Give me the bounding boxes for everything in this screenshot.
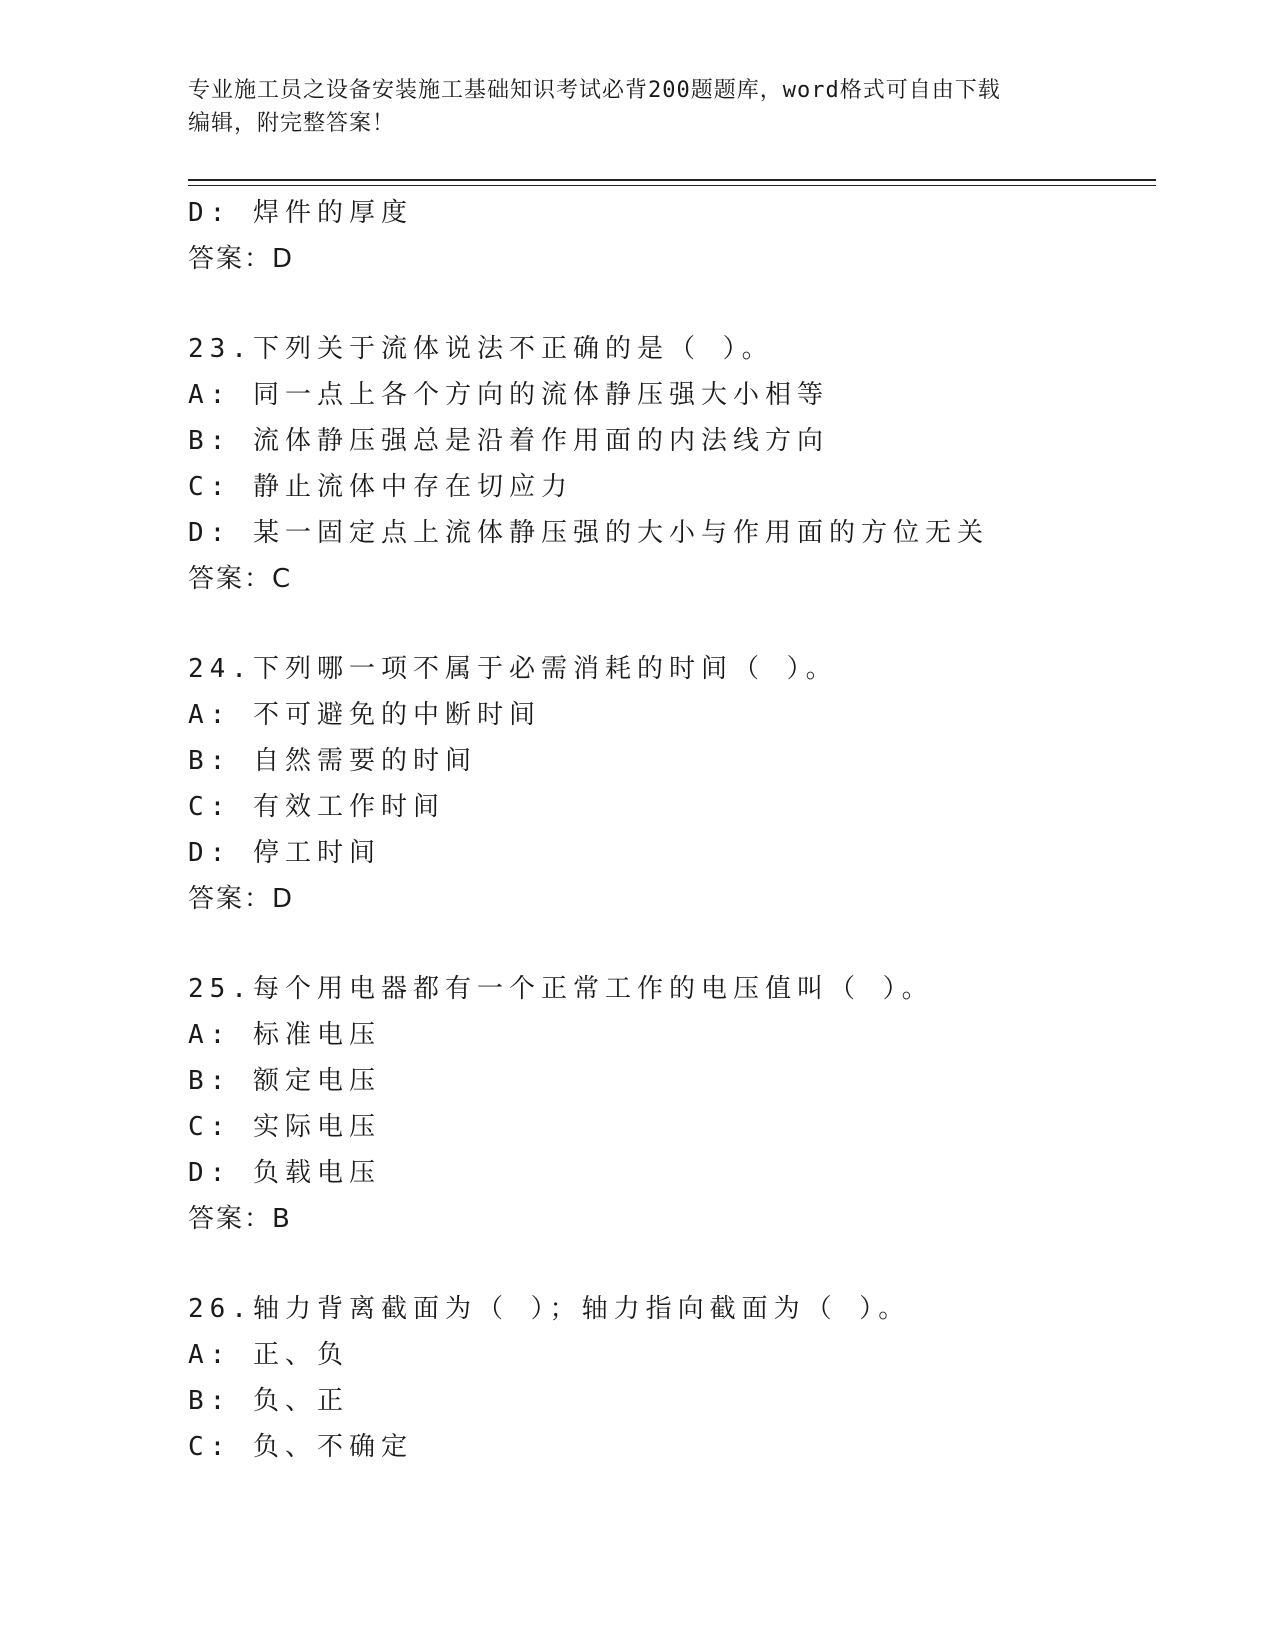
question-stem-24: 24.下列哪一项不属于必需消耗的时间（ ）。	[188, 654, 838, 684]
option-d: D: 停工时间	[188, 838, 381, 868]
option-c: C: 有效工作时间	[188, 792, 445, 822]
option-d: D: 负载电压	[188, 1158, 381, 1188]
question-spacer	[188, 602, 1156, 646]
option-a: A: 正、负	[188, 1340, 349, 1370]
option-a: A: 同一点上各个方向的流体静压强大小相等	[188, 380, 829, 410]
option-a: A: 不可避免的中断时间	[188, 700, 541, 730]
answer-label: 答案：D	[188, 244, 295, 274]
header-divider-thin	[188, 185, 1156, 186]
header-title-line-2: 编辑，附完整答案！	[188, 111, 396, 136]
question-spacer	[188, 282, 1156, 326]
answer-label: 答案：C	[188, 564, 293, 594]
option-c: C: 负、不确定	[188, 1432, 413, 1462]
option-c: C: 实际电压	[188, 1112, 381, 1142]
header-divider-thick	[188, 179, 1156, 181]
option-d: D: 某一固定点上流体静压强的大小与作用面的方位无关	[188, 518, 989, 548]
option-a: A: 标准电压	[188, 1020, 381, 1050]
question-stem-25: 25.每个用电器都有一个正常工作的电压值叫（ ）。	[188, 974, 934, 1004]
answer-label: 答案：B	[188, 1204, 292, 1234]
option-b: B: 自然需要的时间	[188, 746, 477, 776]
question-spacer	[188, 922, 1156, 966]
question-stem-23: 23.下列关于流体说法不正确的是（ ）。	[188, 334, 774, 364]
option-d: D: 焊件的厚度	[188, 198, 413, 228]
question-spacer	[188, 1242, 1156, 1286]
option-b: B: 额定电压	[188, 1066, 381, 1096]
option-b: B: 负、正	[188, 1386, 349, 1416]
option-b: B: 流体静压强总是沿着作用面的内法线方向	[188, 426, 829, 456]
question-list	[188, 190, 1156, 1470]
page-header	[188, 74, 1088, 140]
option-c: C: 静止流体中存在切应力	[188, 472, 573, 502]
answer-label: 答案：D	[188, 884, 295, 914]
question-stem-26: 26.轴力背离截面为（ ）；轴力指向截面为（ ）。	[188, 1294, 911, 1324]
header-title-line-1: 专业施工员之设备安装施工基础知识考试必背200题题库，word格式可自由下载	[188, 78, 1001, 103]
